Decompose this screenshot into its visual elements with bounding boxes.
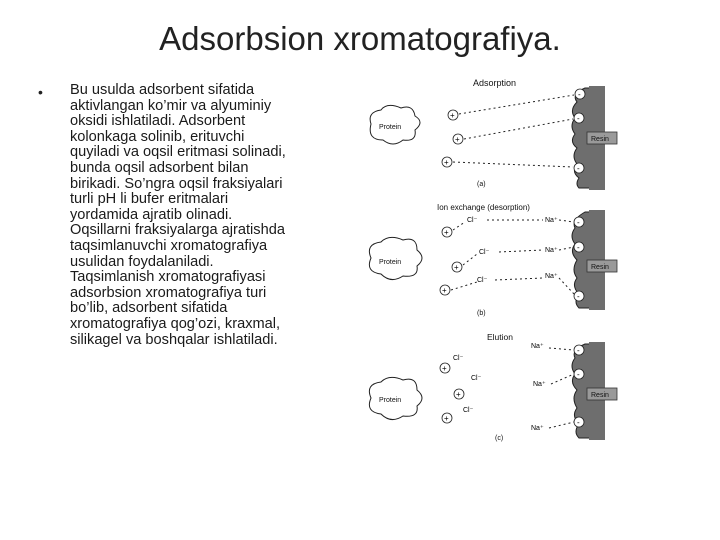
sodium-ion: Na⁺ — [545, 247, 558, 254]
body-line: oksidi ishlatiladi. Adsorbent — [70, 113, 246, 130]
bullet-text — [70, 83, 370, 348]
body-line: Oqsillarni fraksiyalarga ajratishda — [70, 222, 285, 239]
body-line: Taqsimlanish xromatografiyasi — [70, 269, 266, 286]
chloride-ion: Cl⁻ — [479, 249, 490, 256]
protein-label-a: Protein — [379, 124, 402, 131]
protein-label-b: Protein — [379, 259, 402, 266]
chloride-ion: Cl⁻ — [477, 277, 488, 284]
slide-title: Adsorbsion xromatografiya. — [159, 20, 561, 57]
chloride-ion: Cl⁻ — [471, 375, 482, 382]
plus-sign: + — [454, 263, 459, 272]
sodium-ion: Na⁺ — [531, 425, 544, 432]
panel-c — [369, 332, 617, 442]
resin-label-a: Resin — [591, 136, 609, 143]
body-line: adsorbsion xromatografiya turi — [70, 284, 267, 301]
body-line: bunda oqsil adsorbent bilan — [70, 159, 249, 176]
plus-sign: + — [442, 286, 447, 295]
bullet-dot: • — [38, 84, 43, 100]
body-line: bo’lib, adsorbent sifatida — [70, 300, 228, 317]
chloride-ion: Cl⁻ — [467, 217, 478, 224]
panel-a — [370, 78, 617, 190]
panel-c-heading: Elution — [487, 332, 513, 342]
minus-sign: - — [578, 90, 581, 99]
chloride-ion: Cl⁻ — [463, 407, 474, 414]
body-line: birikadi. So’ngra oqsil fraksiyalari — [70, 175, 283, 192]
body-line: usulidan foydalaniladi. — [70, 253, 214, 270]
chloride-ion: Cl⁻ — [453, 355, 464, 362]
chromatography-diagram — [365, 72, 609, 452]
panel-a-heading: Adsorption — [473, 78, 517, 88]
minus-sign: - — [577, 243, 580, 252]
resin-label-c: Resin — [591, 392, 609, 399]
sodium-ion: Na⁺ — [533, 381, 546, 388]
protein-label-c: Protein — [379, 397, 402, 404]
sodium-ion: Na⁺ — [545, 273, 558, 280]
minus-sign: - — [577, 164, 580, 173]
body-line: xromatografiya qog’ozi, kraxmal, — [70, 315, 281, 332]
sodium-ion: Na⁺ — [545, 217, 558, 224]
attraction-lines-b — [451, 220, 574, 294]
attraction-lines-a — [453, 95, 574, 167]
plus-sign: + — [442, 364, 447, 373]
body-line: yordamida ajratib olinadi. — [70, 206, 233, 223]
minus-sign: - — [577, 346, 580, 355]
plus-sign: + — [444, 414, 449, 423]
body-line: aktivlangan ko’mir va alyuminiy — [70, 97, 272, 114]
diagram-svg — [365, 72, 609, 452]
panel-b — [369, 203, 617, 317]
attraction-lines-c — [549, 348, 574, 428]
plus-sign: + — [450, 111, 455, 120]
panel-b-caption: (b) — [477, 310, 486, 317]
plus-sign: + — [444, 158, 449, 167]
plus-sign: + — [456, 390, 461, 399]
body-line: turli pH li bufer eritmalari — [70, 191, 229, 208]
minus-sign: - — [577, 114, 580, 123]
panel-c-caption: (c) — [495, 435, 504, 442]
resin-label-b: Resin — [591, 264, 609, 271]
body-line: taqsimlanuvchi xromatografiya — [70, 237, 268, 254]
body-line: kolonkaga solinib, erituvchi — [70, 128, 245, 145]
sodium-ion: Na⁺ — [531, 343, 544, 350]
body-line: silikagel va boshqalar ishlatiladi. — [70, 331, 278, 348]
minus-sign: - — [577, 292, 580, 301]
body-line: quyiladi va oqsil eritmasi solinadi, — [70, 144, 286, 161]
minus-sign: - — [577, 418, 580, 427]
minus-sign: - — [577, 218, 580, 227]
panel-a-caption: (a) — [477, 181, 486, 188]
minus-sign: - — [577, 370, 580, 379]
panel-b-heading: Ion exchange (desorption) — [437, 203, 530, 212]
plus-sign: + — [444, 228, 449, 237]
plus-sign: + — [455, 135, 460, 144]
body-line: Bu usulda adsorbent sifatida — [70, 82, 255, 98]
